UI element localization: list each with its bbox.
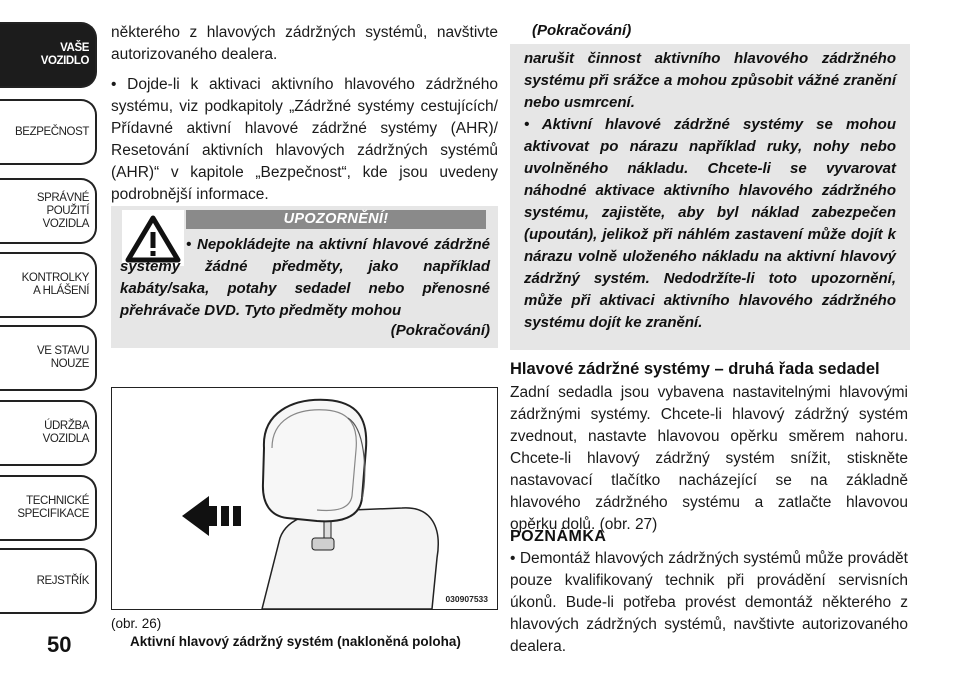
paragraph: některého z hlavových zádržných systémů, navštivte autorizovaného dealera. [111, 24, 498, 63]
arrow-left-icon [182, 496, 241, 536]
figure-head-restraint [111, 387, 498, 610]
figure-code: 030907533 [445, 594, 488, 604]
tab-label: BEZPEČNOST [15, 125, 89, 138]
warning-paragraph: • Aktivní hlavové zádržné systémy se mohou aktivovat po nárazu například ruky, nohy nebo uvolněného nákladu. Chcete-li se vyvarovat náhodné aktivace aktivního hlavového zádržného systému, zajistěte, aby byl náklad zabezpečen (upoután), jelikož při náhlém zastavení může dojít k nárazu volně uloženého nákladu na aktivní hlavový zádržný systém. Nedodržíte-li toto upozornění, může při aktivaci aktivního hlavového zádržného systému dojít ke zranění. [524, 116, 896, 331]
tab-rejstrik[interactable] [0, 548, 97, 614]
left-column [111, 22, 498, 206]
tab-label: TECHNICKÉ SPECIFIKACE [17, 495, 89, 520]
tab-kontrolky[interactable] [0, 252, 97, 318]
warning-text-continued [514, 48, 896, 334]
note-paragraph: • Demontáž hlavových zádržných systémů může provádět pouze kvalifikovaný technik při provádění servisních úkonů. Bude-li potřeba provést demontáž některého z hlavových zádržných systémů, navštivte autorizovaného dealera. [510, 550, 908, 655]
continued-label: (Pokračování) [390, 322, 490, 339]
head-restraint-illustration [112, 388, 497, 609]
tab-label: KONTROLKY A HLÁŠENÍ [21, 272, 89, 297]
tab-vase-vozidlo[interactable] [0, 22, 97, 88]
tab-label: ÚDRŽBA VOZIDLA [42, 420, 89, 445]
tab-ve-stavu-nouze[interactable] [0, 325, 97, 391]
tab-label: REJSTŘÍK [36, 574, 89, 587]
tab-bezpecnost[interactable] [0, 99, 97, 165]
figure-number: (obr. 26) [111, 616, 162, 631]
section-heading: Hlavové zádržné systémy – druhá řada sedadel [510, 360, 880, 378]
tab-udrzba[interactable] [0, 400, 97, 466]
tab-label: VE STAVU NOUZE [37, 345, 89, 370]
warning-paragraph: narušit činnost aktivního hlavového zádržného systému při srážce a mohou způsobit vážné zranění nebo usmrcení. [524, 50, 896, 111]
tab-label: VAŠE VOZIDLO [40, 42, 89, 67]
page-number: 50 [47, 632, 72, 657]
section-paragraph: Zadní sedadla jsou vybavena nastavitelnými hlavovými zádržnými systémy. Chcete-li hlavový zádržný systém zvednout, nastavte hlavovou opěrku směrem nahoru. Chcete-li hlavový zádržný systém snížit, stiskněte nastavovací tlačítko nacházející se na základně hlavového zádržného systému a zatlačte hlavovou opěrku dolů. (obr. 27) [510, 384, 908, 533]
tab-spravne-pouziti[interactable] [0, 178, 97, 244]
tab-label: SPRÁVNÉ POUŽITÍ VOZIDLA [36, 191, 89, 230]
continued-heading: (Pokračování) [532, 22, 632, 39]
warning-text: • Nepokládejte na aktivní hlavové zádržné systémy žádné předměty, jako například kabáty/saka, potahy sedadel nebo přenosné přehrávače DVD. Tyto předměty mohou [120, 236, 490, 319]
figure-caption: Aktivní hlavový zádržný systém (nakloněná poloha) [130, 634, 461, 649]
paragraph: • Dojde-li k aktivaci aktivního hlavového zádržného systému, viz podkapitoly „Zádržné systémy cestujících/ Přídavné aktivní hlavové zádržné systémy (AHR)/ Resetování aktivních hlavových zádržných systémů (AHR)“ v kapitole „Bezpečnost“, kde jsou uvedeny podrobnější informace. [111, 76, 498, 203]
note-heading: POZNÁMKA [510, 528, 607, 545]
warning-title: UPOZORNĚNÍ! [186, 210, 486, 229]
tab-technicke-specifikace[interactable] [0, 475, 97, 541]
